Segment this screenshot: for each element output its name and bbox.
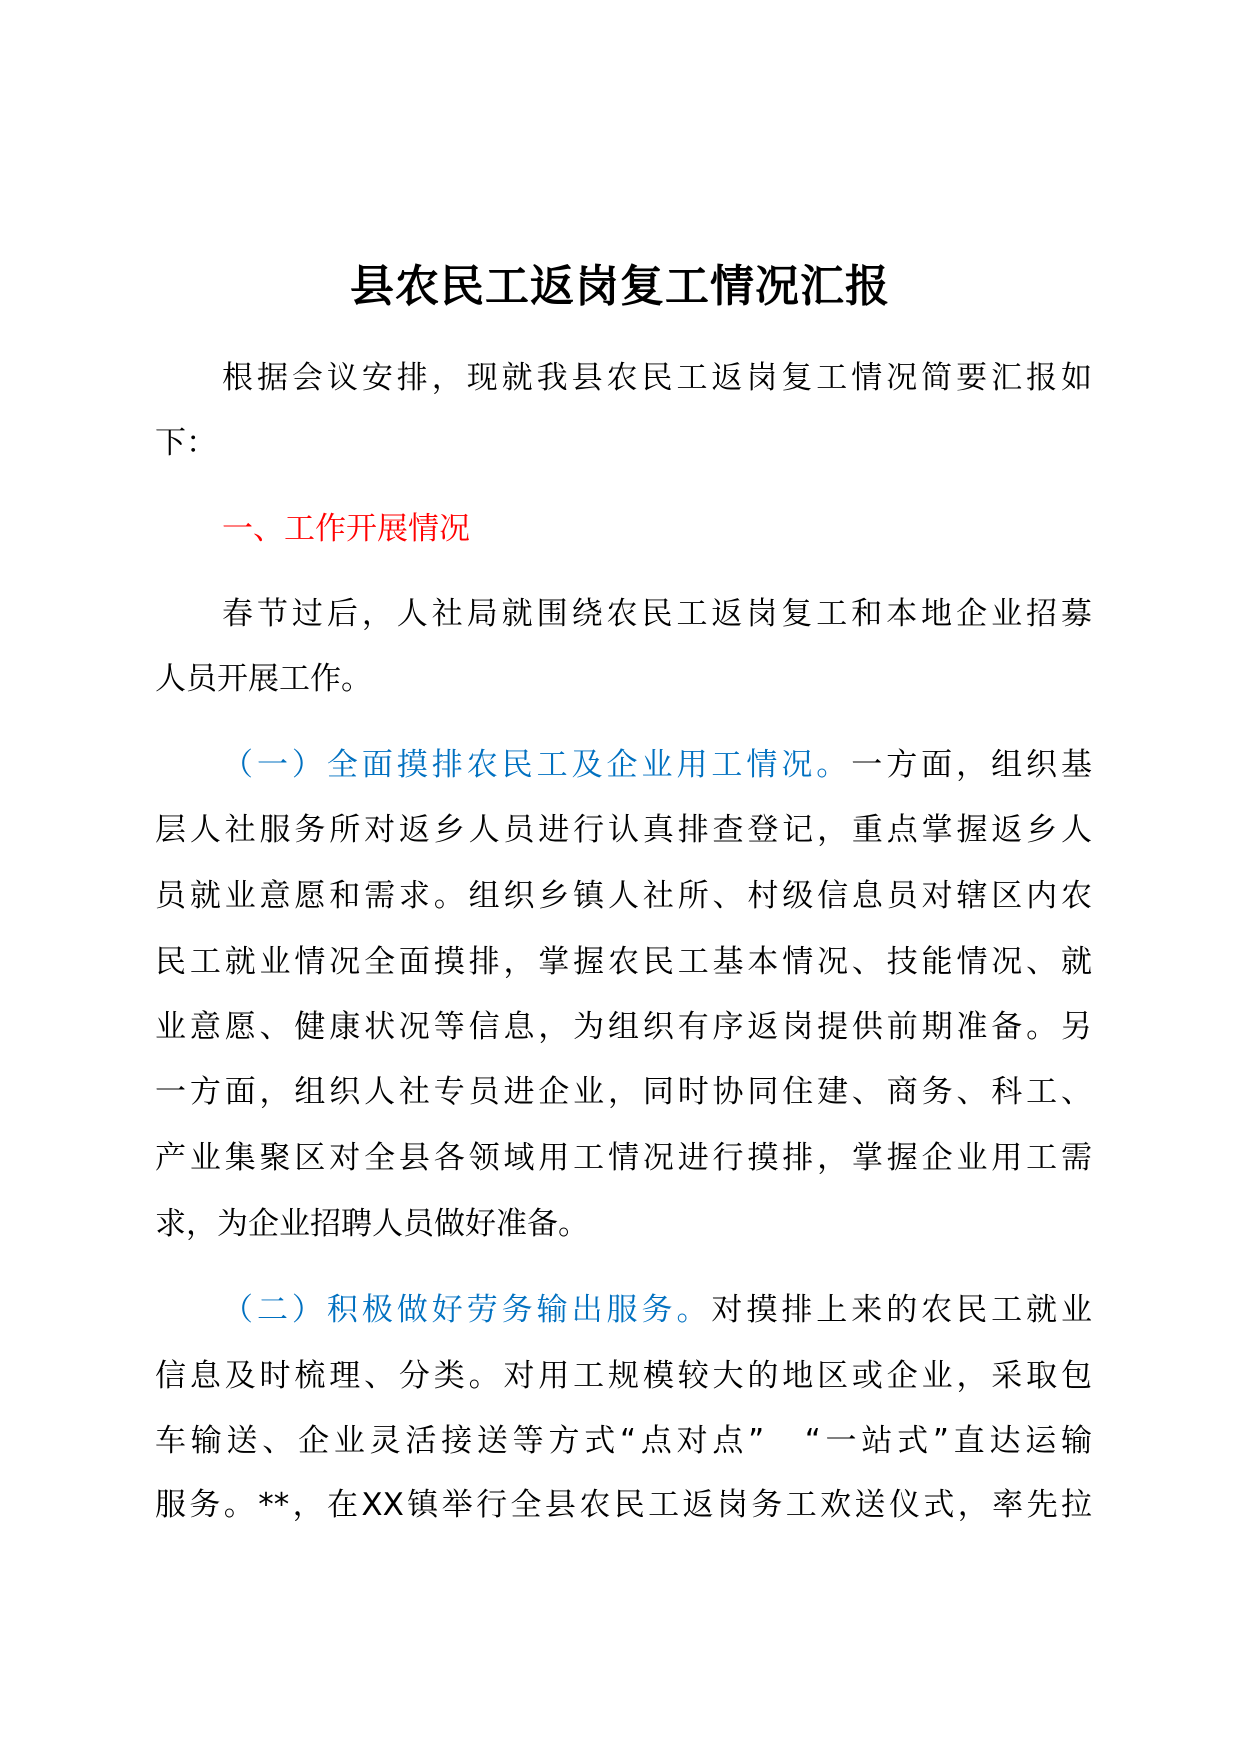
paragraph-line: 信息及时梳理、分类。对用工规模较大的地区或企业，采取包 (155, 1358, 1092, 1394)
paragraph-line: 业意愿、健康状况等信息，为组织有序返岗提供前期准备。另 (155, 1009, 1092, 1045)
paragraph-line: 服务。**，在XX镇举行全县农民工返岗务工欢送仪式，率先拉 (155, 1487, 1092, 1523)
paragraph-line: 人员开展工作。 (155, 661, 372, 697)
paragraph-line: 车输送、企业灵活接送等方式“点对点” “一站式”直达运输 (155, 1423, 1092, 1459)
document-title: 县农民工返岗复工情况汇报 (350, 261, 890, 312)
paragraph-line: 层人社服务所对返乡人员进行认真排查登记，重点掌握返乡人 (155, 812, 1092, 848)
subsection-heading: （一）全面摸排农民工及企业用工情况。 (222, 747, 852, 783)
paragraph-text: 一方面，组织基 (851, 747, 1092, 783)
section-heading: 一、工作开展情况 (222, 511, 470, 547)
intro-line: 根据会议安排，现就我县农民工返岗复工情况简要汇报如 (222, 360, 1092, 396)
paragraph-line: 一方面，组织人社专员进企业，同时协同住建、商务、科工、 (155, 1074, 1092, 1110)
paragraph-line: 民工就业情况全面摸排，掌握农民工基本情况、技能情况、就 (155, 944, 1092, 980)
paragraph-text: 对摸排上来的农民工就业 (711, 1292, 1093, 1328)
paragraph-line: 员就业意愿和需求。组织乡镇人社所、村级信息员对辖区内农 (155, 878, 1092, 914)
intro-line: 下： (155, 425, 217, 461)
paragraph-line: 春节过后，人社局就围绕农民工返岗复工和本地企业招募 (222, 596, 1092, 632)
paragraph-line: 产业集聚区对全县各领域用工情况进行摸排，掌握企业用工需 (155, 1140, 1092, 1176)
subsection-heading: （二）积极做好劳务输出服务。 (222, 1292, 712, 1328)
subsection-2-first-line (222, 1290, 1092, 1330)
subsection-1-first-line (222, 745, 1092, 785)
paragraph-line: 求，为企业招聘人员做好准备。 (155, 1206, 589, 1242)
